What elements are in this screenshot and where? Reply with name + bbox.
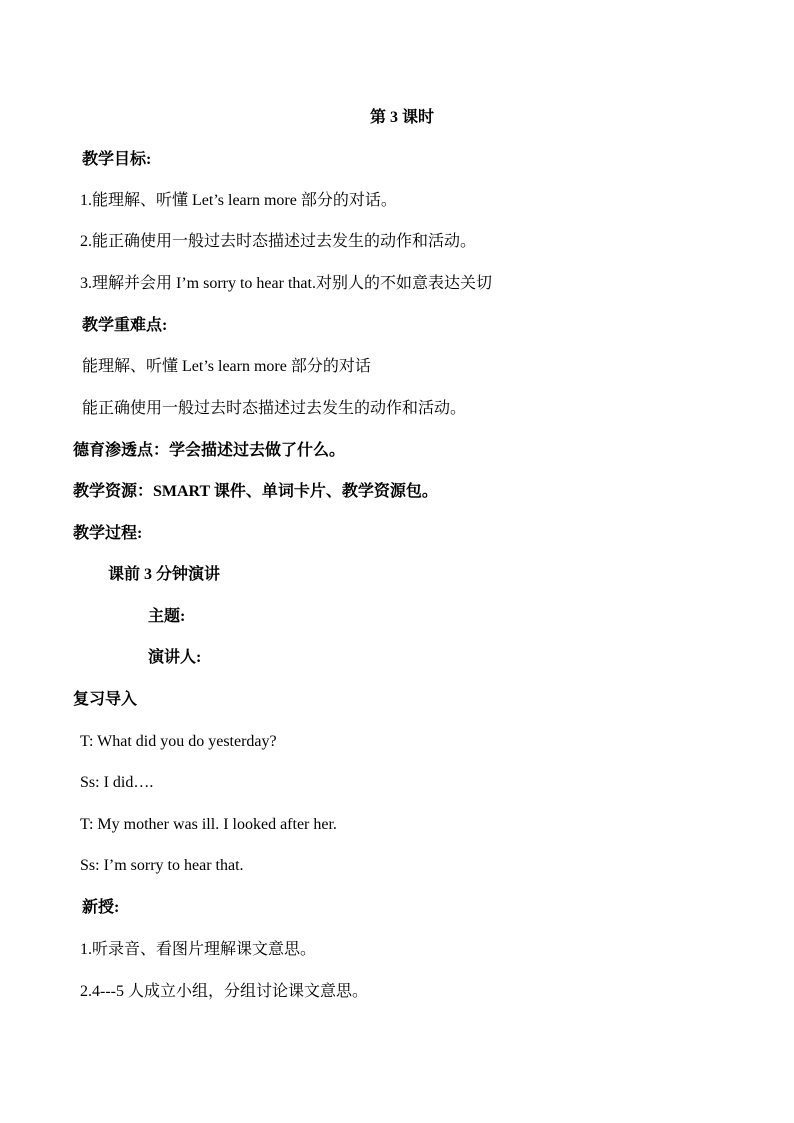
- dialog-line: T: What did you do yesterday?: [80, 733, 277, 750]
- speech-topic-label: 主题:: [148, 608, 186, 625]
- review-heading: 复习导入: [73, 691, 138, 708]
- objective-item: 1.能理解、听懂 Let’s learn more 部分的对话。: [80, 192, 397, 209]
- new-lesson-item: 1.听录音、看图片理解课文意思。: [80, 941, 317, 958]
- key-point-item: 能正确使用一般过去时态描述过去发生的动作和活动。: [82, 400, 467, 417]
- speech-speaker-label: 演讲人:: [148, 649, 202, 666]
- process-heading: 教学过程:: [73, 525, 143, 542]
- dialog-line: T: My mother was ill. I looked after her.: [80, 816, 337, 833]
- dialog-line: Ss: I did….: [80, 774, 154, 791]
- key-points-heading: 教学重难点:: [82, 317, 168, 334]
- resources-line: 教学资源：SMART 课件、单词卡片、教学资源包。: [73, 483, 438, 500]
- objective-item: 3.理解并会用 I’m sorry to hear that.对别人的不如意表达关切: [80, 275, 492, 292]
- objective-item: 2.能正确使用一般过去时态描述过去发生的动作和活动。: [80, 233, 477, 250]
- key-point-item: 能理解、听懂 Let’s learn more 部分的对话: [82, 358, 371, 375]
- speech-heading: 课前 3 分钟演讲: [108, 566, 221, 583]
- objectives-heading: 教学目标:: [82, 151, 152, 168]
- new-lesson-heading: 新授:: [82, 899, 120, 916]
- dialog-line: Ss: I’m sorry to hear that.: [80, 857, 244, 874]
- new-lesson-item: 2.4---5 人成立小组，分组讨论课文意思。: [80, 983, 368, 1000]
- page-title: 第 3 课时: [369, 109, 434, 126]
- moral-line: 德育渗透点：学会描述过去做了什么。: [73, 442, 346, 459]
